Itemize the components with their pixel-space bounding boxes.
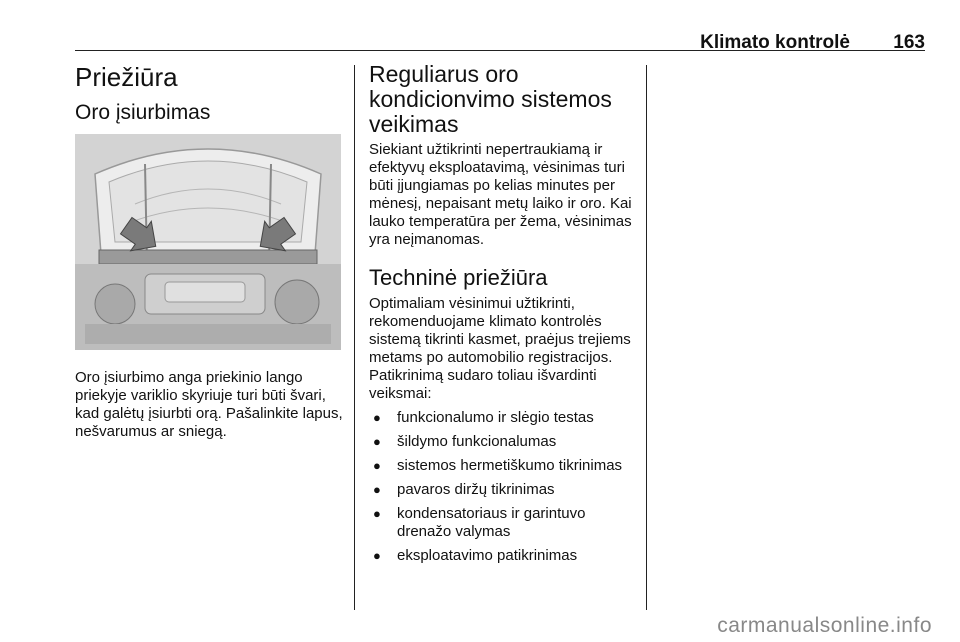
right-column <box>369 62 637 565</box>
ac-operation-heading: Reguliarus oro kondicionvimo sistemos veikimas <box>369 61 612 137</box>
column-divider-right <box>646 65 647 610</box>
list-item: ● šildymo funkcionalumas <box>373 433 557 450</box>
bullet-dot-icon: ● <box>373 548 381 563</box>
bullet-dot-icon: ● <box>373 434 381 449</box>
watermark: carmanualsonline.info <box>717 614 932 637</box>
maintenance-list <box>369 409 637 565</box>
header-rule <box>75 50 925 51</box>
bullet-dot-icon: ● <box>373 506 381 521</box>
ac-operation-text: Siekiant užtikrinti nepertraukiamą ir efektyvų eksploatavimą, vėsinimas turi būti įjungiamas po kelias minutes per mėnesį, nepaisant metų laiko ir oro. Kai lauko temperatūra per žema, vėsinimas yra neįmanomas. <box>369 141 632 248</box>
bullet-dot-icon: ● <box>373 458 381 473</box>
column-divider-left <box>354 65 355 610</box>
section-heading: Priežiūra <box>75 62 178 92</box>
list-item: ● sistemos hermetiškumo tikrinimas <box>373 457 623 474</box>
header-title: Klimato kontrolė <box>700 32 850 53</box>
left-column <box>75 62 343 441</box>
list-item: ● pavaros diržų tikrinimas <box>373 481 555 498</box>
bullet-dot-icon: ● <box>373 410 381 425</box>
maintenance-text: Optimaliam vėsinimui užtikrinti, rekomenduojame klimato kontrolės sistemą tikrinti kasmet, praėjus trejiems metams po automobilio registracijos. Patikrinimą sudaro toliau išvardinti veiksmai: <box>369 295 631 402</box>
list-item: ● funkcionalumo ir slėgio testas <box>373 409 594 426</box>
page-number: 163 <box>893 32 925 53</box>
page-header <box>75 32 925 52</box>
list-item: ● kondensatoriaus ir garintuvo drenažo valymas <box>373 505 586 540</box>
subsection-heading: Oro įsiurbimas <box>75 101 211 124</box>
list-item: ● eksploatavimo patikrinimas <box>373 547 578 564</box>
maintenance-heading: Techninė priežiūra <box>369 265 548 290</box>
engine-bay-illustration <box>75 134 341 350</box>
air-intake-text: Oro įsiurbimo anga priekinio lango priekyje variklio skyriuje turi būti švari, kad galėtų įsiurbti orą. Pašalinkite lapus, nešvarumus ar sniegą. <box>75 369 343 440</box>
bullet-dot-icon: ● <box>373 482 381 497</box>
